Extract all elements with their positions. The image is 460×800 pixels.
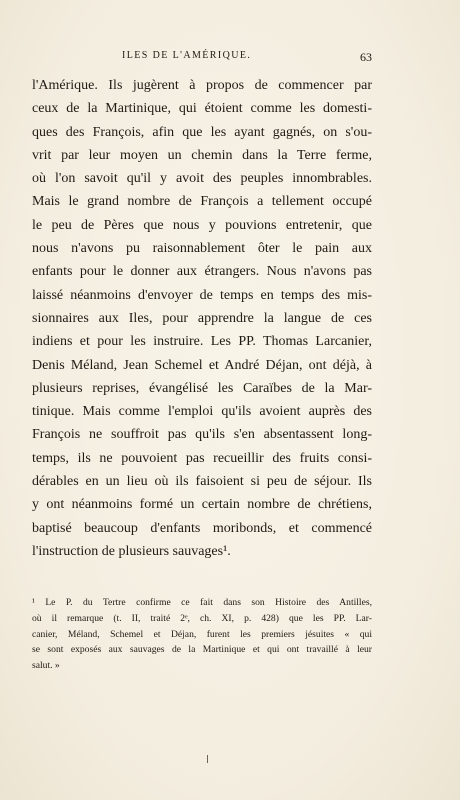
body-line: vrit par leur moyen un chemin dans la Terre ferme,: [32, 147, 372, 163]
body-line: baptisé beaucoup d'enfants moribonds, et commencé: [32, 520, 372, 536]
body-line: dérables en un lieu où ils faisoient si peu de séjour. Ils: [32, 474, 372, 490]
footnote-line: où il remarque (t. II, traité 2ᵉ, ch. XI, p. 428) que les PP. Lar-: [32, 612, 372, 624]
body-line: François ne souffroit pas qu'ils s'en absentassent long-: [32, 427, 372, 443]
body-line: laissé néanmoins d'envoyer de temps en temps des mis-: [32, 287, 372, 303]
running-title: ILES DE L'AMÉRIQUE.: [122, 50, 252, 61]
body-line: temps, ils ne pouvoient pas recueillir des fruits consi-: [32, 450, 372, 466]
body-line: où l'on savoit qu'il y avoit des peuples innombrables.: [32, 171, 372, 187]
footnote-line: se sont exposés aux sauvages de la Martinique et qui ont travaillé à leur: [32, 644, 372, 656]
print-mark: [207, 755, 208, 763]
footnote-line: canier, Méland, Schemel et Déjan, furent les premiers jésuites « qui: [32, 628, 372, 640]
body-line: y ont néanmoins formé un certain nombre de chrétiens,: [32, 497, 372, 513]
body-line: l'Amérique. Ils jugèrent à propos de commencer par: [32, 78, 372, 93]
footnote: [32, 595, 372, 674]
footnote-line: salut. »: [32, 660, 60, 672]
body-line: plusieurs reprises, évangélisé les Caraïbes de la Mar-: [32, 380, 372, 396]
body-line: Denis Méland, Jean Schemel et André Déjan, ont déjà, à: [32, 357, 372, 373]
body-line: le peu de Pères que nous y pouvions entretenir, que: [32, 217, 372, 233]
body-line: ceux de la Martinique, qui étoient comme les domesti-: [32, 101, 372, 117]
body-line: sionnaires aux Iles, pour apprendre la langue de ces: [32, 310, 372, 326]
footnote-line: ¹ Le P. du Tertre confirme ce fait dans son Histoire des Antilles,: [32, 597, 372, 608]
body-line: enfants pour le donner aux étrangers. Nous n'avons pas: [32, 264, 372, 280]
body-line: l'instruction de plusieurs sauvages¹.: [32, 543, 231, 559]
body-text: [32, 74, 372, 563]
body-line: Mais le grand nombre de François a tellement occupé: [32, 194, 372, 210]
body-line: ques des François, afin que les ayant gagnés, on s'ou-: [32, 124, 372, 140]
body-line: nous n'avons pu raisonnablement ôter le pain aux: [32, 241, 372, 257]
body-line: indiens et pour les instruire. Les PP. Thomas Larcanier,: [32, 334, 372, 350]
page-number: 63: [360, 50, 372, 64]
body-line: tinique. Mais comme l'emploi qu'ils avoient auprès des: [32, 404, 372, 420]
